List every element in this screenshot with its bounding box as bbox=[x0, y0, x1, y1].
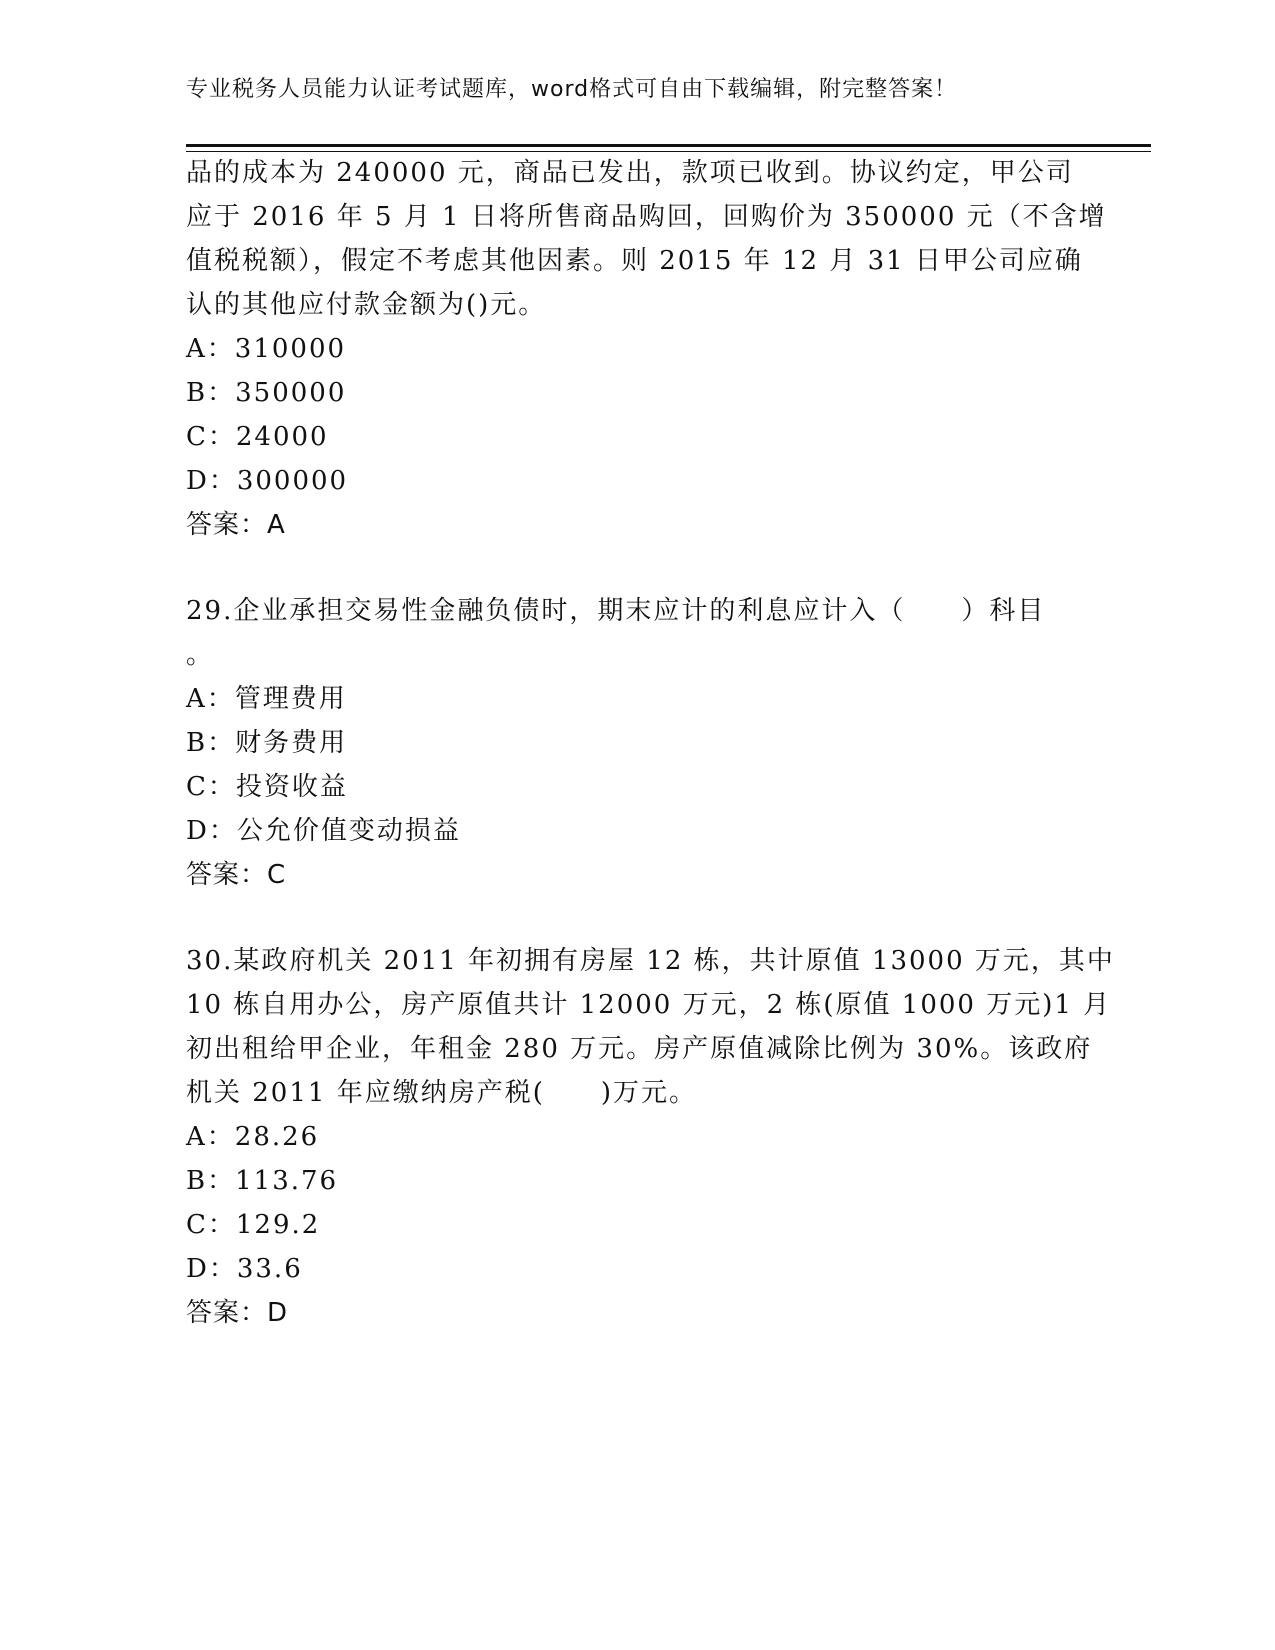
q30-option-a: A：28.26 bbox=[186, 1122, 320, 1152]
q29-option-a: A：管理费用 bbox=[186, 684, 347, 714]
q30-answer: 答案：D bbox=[186, 1298, 289, 1328]
q30-option-d: D：33.6 bbox=[186, 1254, 303, 1284]
q29-option-c: C：投资收益 bbox=[186, 772, 348, 802]
q29-text-line-2: 。 bbox=[186, 640, 215, 670]
q28-answer: 答案：A bbox=[186, 510, 286, 540]
q28-option-b: B：350000 bbox=[186, 378, 347, 408]
q28-text-line-2: 应于 2016 年 5 月 1 日将所售商品购回，回购价为 350000 元（不含增 bbox=[186, 202, 1107, 232]
q28-text-line-1: 品的成本为 240000 元，商品已发出，款项已收到。协议约定，甲公司 bbox=[186, 158, 1074, 188]
q28-option-d: D：300000 bbox=[186, 466, 349, 496]
q29-text-line-1: 29.企业承担交易性金融负债时，期末应计的利息应计入（ ）科目 bbox=[186, 596, 1046, 626]
q30-text-line-1: 30.某政府机关 2011 年初拥有房屋 12 栋，共计原值 13000 万元，其中 bbox=[186, 946, 1115, 976]
header-rule-thin bbox=[186, 151, 1151, 152]
header-rule-thick bbox=[186, 144, 1151, 147]
page-header: 专业税务人员能力认证考试题库，word格式可自由下载编辑，附完整答案！ bbox=[186, 77, 958, 102]
q29-option-d: D：公允价值变动损益 bbox=[186, 816, 461, 846]
q28-option-c: C：24000 bbox=[186, 422, 329, 452]
q30-text-line-3: 初出租给甲企业，年租金 280 万元。房产原值减除比例为 30%。该政府 bbox=[186, 1034, 1093, 1064]
q29-answer: 答案：C bbox=[186, 860, 287, 890]
q30-text-line-2: 10 栋自用办公，房产原值共计 12000 万元，2 栋(原值 1000 万元)1 月 bbox=[186, 990, 1112, 1020]
q28-option-a: A：310000 bbox=[186, 334, 347, 364]
q30-text-line-4: 机关 2011 年应缴纳房产税( )万元。 bbox=[186, 1078, 697, 1108]
q28-text-line-4: 认的其他应付款金额为()元。 bbox=[186, 290, 547, 320]
q30-option-b: B：113.76 bbox=[186, 1166, 339, 1196]
q30-option-c: C：129.2 bbox=[186, 1210, 321, 1240]
q29-option-b: B：财务费用 bbox=[186, 728, 348, 758]
q28-text-line-3: 值税税额），假定不考虑其他因素。则 2015 年 12 月 31 日甲公司应确 bbox=[186, 246, 1083, 276]
